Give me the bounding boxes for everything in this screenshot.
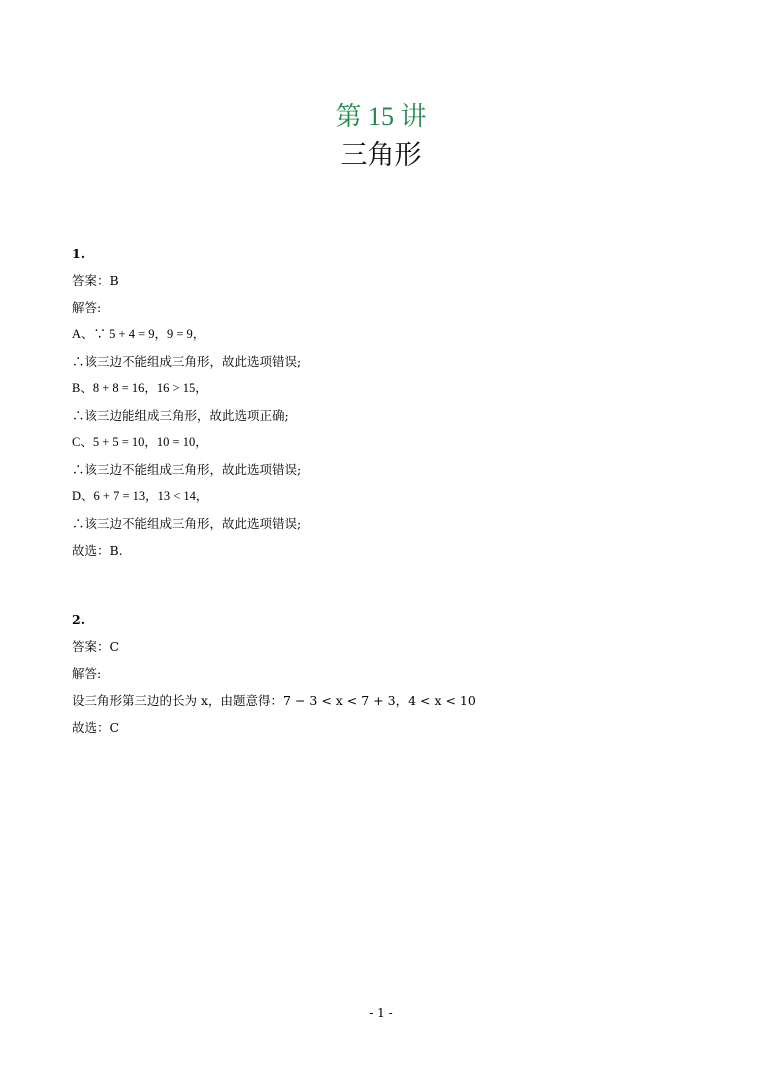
answer-line: 答案：C xyxy=(72,639,120,654)
solution-label: 解答: xyxy=(72,300,102,315)
solution-line: 故选：B. xyxy=(72,543,123,558)
solution-line: C、5 + 5 = 10，10 = 10， xyxy=(72,435,208,449)
question-2 xyxy=(72,606,712,741)
answer-line: 答案：B xyxy=(72,273,119,288)
lecture-number: 第 15 讲 xyxy=(335,102,427,131)
question-number: 1. xyxy=(72,246,86,261)
solution-line: A、∵ 5 + 4 = 9，9 = 9， xyxy=(72,327,206,341)
page-number: - 1 - xyxy=(369,1006,393,1020)
topic-title: 三角形 xyxy=(340,140,422,171)
solution-line: 故选：C xyxy=(72,720,120,735)
solution-line: ∴该三边不能组成三角形，故此选项错误; xyxy=(72,354,302,369)
solution-line: ∴该三边不能组成三角形，故此选项错误; xyxy=(72,462,302,477)
solution-line: 设三角形第三边的长为 x，由题意得：7 − 3 < x < 7 + 3，4 < x < 10 xyxy=(72,693,476,708)
solution-line: B、8 + 8 = 16，16 > 15， xyxy=(72,381,208,395)
solution-label: 解答: xyxy=(72,666,102,681)
solution-line: ∴该三边不能组成三角形，故此选项错误; xyxy=(72,516,302,531)
question-1 xyxy=(72,240,712,564)
solution-line: ∴该三边能组成三角形，故此选项正确; xyxy=(72,408,289,423)
question-number: 2. xyxy=(72,612,86,627)
solution-line: D、6 + 7 = 13，13 < 14， xyxy=(72,489,209,503)
